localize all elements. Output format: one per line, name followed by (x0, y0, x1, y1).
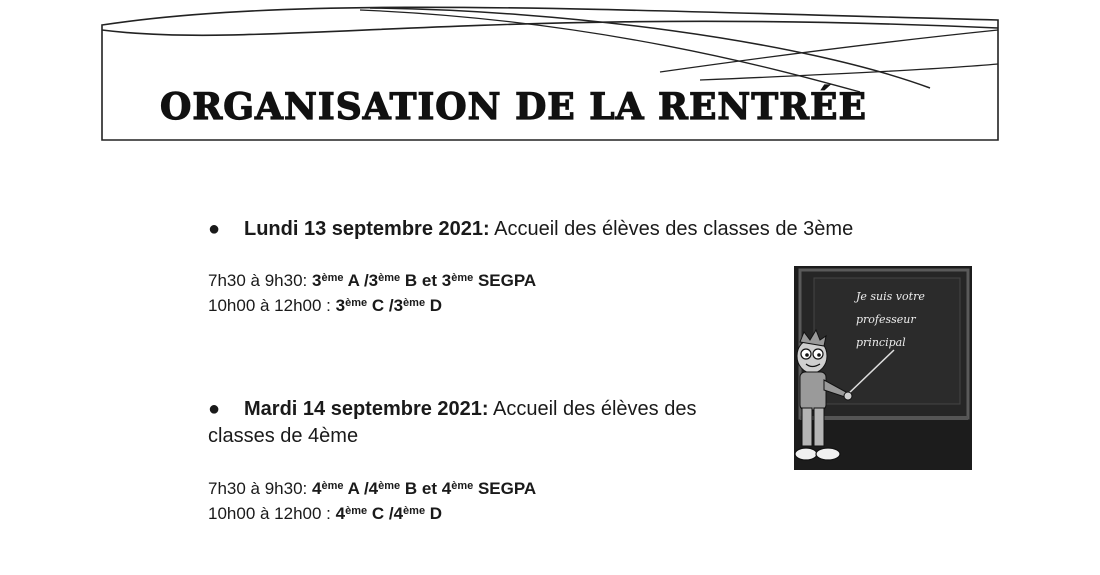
day-tuesday (208, 396, 768, 450)
schedule-tuesday (208, 476, 536, 526)
time-slot: 7h30 à 9h30: 4ème A /4ème B et 4ème SEGPA (208, 479, 537, 498)
schedule-monday (208, 268, 536, 318)
day-description: Accueil des élèves des classes de 3ème (489, 218, 854, 240)
teacher-at-blackboard-icon (794, 266, 972, 470)
board-line: professeur (856, 313, 916, 326)
day-date: Mardi 14 septembre 2021: (244, 398, 489, 420)
bullet: ● (208, 218, 221, 240)
time-slot: 7h30 à 9h30: 3ème A /3ème B et 3ème SEGPA (208, 271, 537, 290)
time-slot: 10h00 à 12h00 : 4ème C /4ème D (208, 504, 443, 523)
day-monday (208, 216, 853, 243)
day-description: Accueil des élèves des classes de 4ème (208, 398, 697, 447)
board-line: principal (856, 336, 906, 349)
board-line: Je suis votre (856, 290, 925, 303)
header-banner (0, 0, 1100, 150)
teacher-illustration (794, 266, 972, 470)
time-slot: 10h00 à 12h00 : 3ème C /3ème D (208, 296, 443, 315)
page-title: ORGANISATION DE LA RENTRÉE (160, 86, 867, 128)
bullet: ● (208, 398, 221, 420)
day-date: Lundi 13 septembre 2021: (244, 218, 490, 240)
